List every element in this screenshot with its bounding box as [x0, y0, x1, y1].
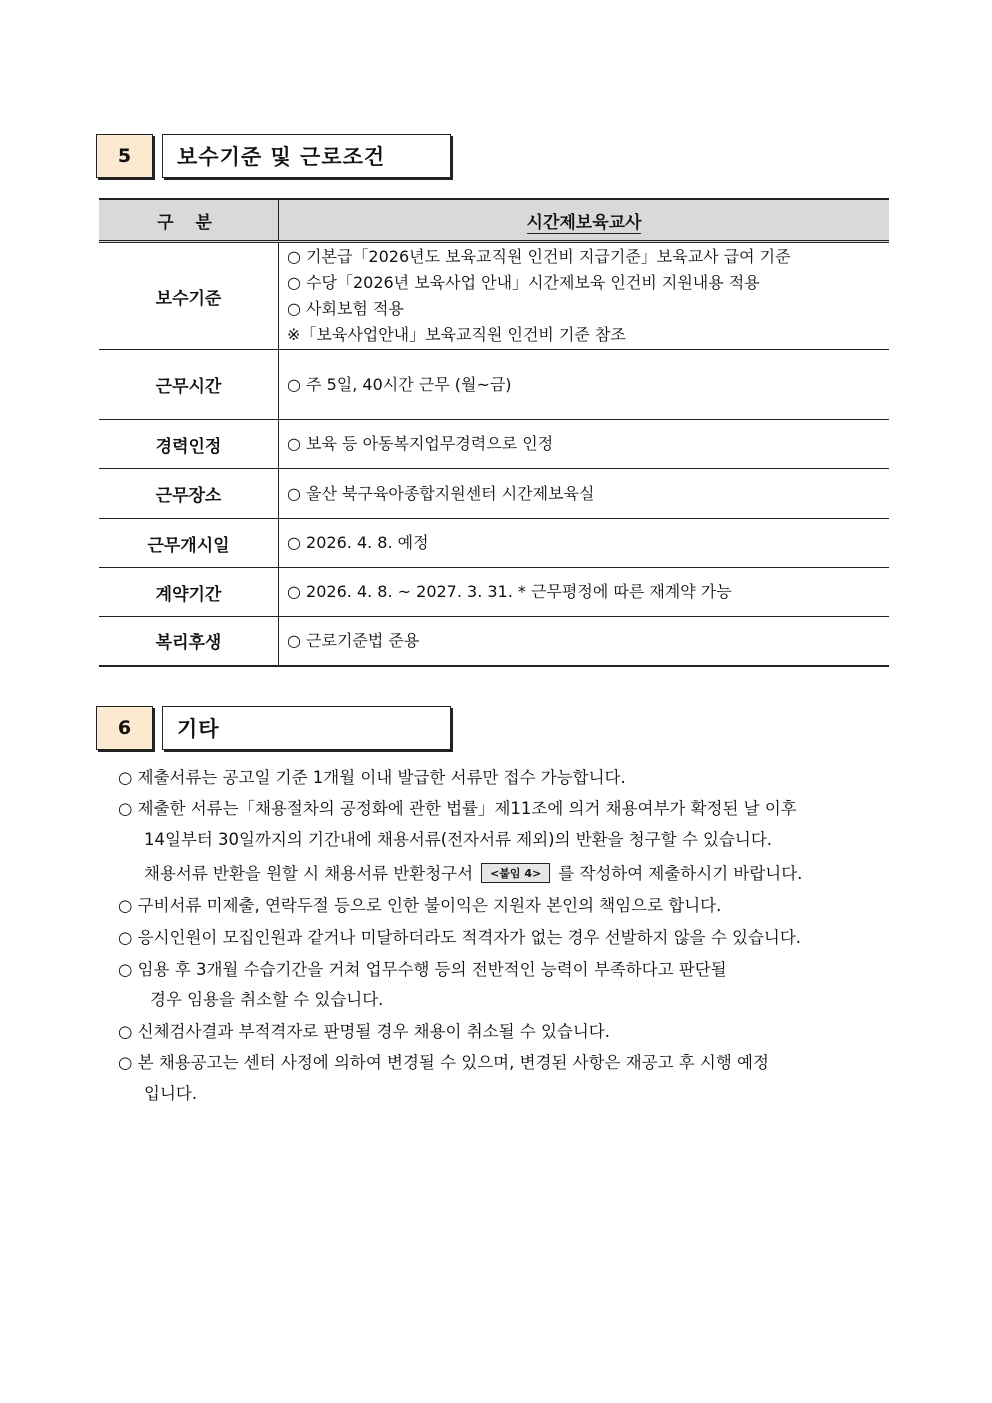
- note-line: 경우 임용을 취소할 수 있습니다.: [150, 990, 384, 1009]
- note-line: ○ 본 채용공고는 센터 사정에 의하여 변경될 수 있으며, 변경된 사항은 재공고 후 시행 예정: [118, 1053, 769, 1072]
- row-label: 계약기간: [99, 568, 279, 617]
- attachment-badge: <붙임 4>: [481, 863, 550, 883]
- row-value: ○ 근로기준법 준용: [279, 617, 890, 666]
- table-header-row: [99, 199, 889, 242]
- section-number: 5: [96, 134, 153, 178]
- note-line: 채용서류 반환을 원할 시 채용서류 반환청구서 <붙임 4> 를 작성하여 제출하시기 바랍니다.: [144, 864, 803, 883]
- section-title: 기타: [162, 706, 451, 750]
- note-line: ○ 제출한 서류는「채용절차의 공정화에 관한 법률」제11조에 의거 채용여부가 확정된 날 이후: [118, 799, 797, 818]
- row-value: ○ 2026. 4. 8. 예정: [279, 519, 890, 568]
- row-label: 복리후생: [99, 617, 279, 666]
- row-value: ○ 울산 북구육아종합지원센터 시간제보육실: [279, 469, 890, 519]
- row-label: 근무장소: [99, 469, 279, 519]
- section-title: 보수기준 및 근로조건: [162, 134, 451, 178]
- note-line: 14일부터 30일까지의 기간내에 채용서류(전자서류 제외)의 반환을 청구할 수 있습니다.: [144, 830, 773, 849]
- note-line: ○ 제출서류는 공고일 기준 1개월 이내 발급한 서류만 접수 가능합니다.: [118, 768, 626, 787]
- table-row: [99, 469, 889, 519]
- table-row: [99, 242, 889, 350]
- note-line: ○ 응시인원이 모집인원과 같거나 미달하더라도 적격자가 없는 경우 선발하지 않을 수 있습니다.: [118, 928, 802, 947]
- note-line: ○ 임용 후 3개월 수습기간을 거쳐 업무수행 등의 전반적인 능력이 부족하다고 판단될: [118, 960, 727, 979]
- table-row: [99, 420, 889, 469]
- row-label: 경력인정: [99, 420, 279, 469]
- header-position: 시간제보육교사: [279, 199, 890, 242]
- table-row: [99, 568, 889, 617]
- table-row: [99, 617, 889, 666]
- row-value: ○ 2026. 4. 8. ~ 2027. 3. 31. * 근무평정에 따른 재계약 가능: [279, 568, 890, 617]
- row-value: ○ 기본급「2026년도 보육교직원 인건비 지급기준」보육교사 급여 기준 ○ 수당「2026년 보육사업 안내」시간제보육 인건비 지원내용 적용 ○ 사회보험 적용 ※「보육사업안내」보육교직원 인건비 기준 참조: [279, 242, 890, 350]
- table-row: [99, 519, 889, 568]
- row-label: 근무개시일: [99, 519, 279, 568]
- row-label: 근무시간: [99, 350, 279, 420]
- row-label: 보수기준: [99, 242, 279, 350]
- row-value: ○ 보육 등 아동복지업무경력으로 인정: [279, 420, 890, 469]
- section-number: 6: [96, 706, 153, 750]
- row-value: ○ 주 5일, 40시간 근무 (월~금): [279, 350, 890, 420]
- salary-conditions-table: [99, 198, 889, 667]
- note-line: ○ 구비서류 미제출, 연락두절 등으로 인한 불이익은 지원자 본인의 책임으로 합니다.: [118, 896, 722, 915]
- note-line: ○ 신체검사결과 부적격자로 판명될 경우 채용이 취소될 수 있습니다.: [118, 1022, 610, 1041]
- header-category: 구 분: [99, 199, 279, 242]
- table-row: [99, 350, 889, 420]
- note-line: 입니다.: [144, 1084, 198, 1103]
